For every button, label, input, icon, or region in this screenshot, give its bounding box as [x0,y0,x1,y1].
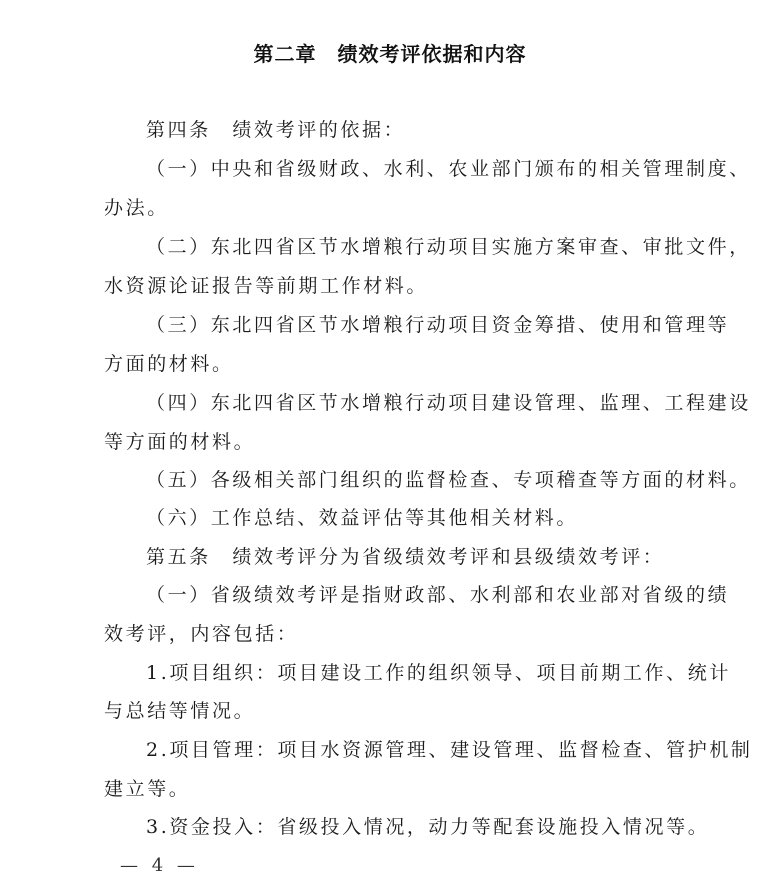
paragraph-line: （二）东北四省区节水增粮行动项目实施方案审查、审批文件， [146,236,751,258]
article-4-heading: 第四条 绩效考评的依据： [146,119,406,141]
paragraph-line: （一）省级绩效考评是指财政部、水利部和农业部对省级的绩 [146,584,730,606]
paragraph-line: 与总结等情况。 [104,700,256,722]
paragraph-line: 办法。 [104,197,169,219]
paragraph-line: （六）工作总结、效益评估等其他相关材料。 [146,507,579,529]
paragraph-line: 1.项目组织：项目建设工作的组织领导、项目前期工作、统计 [146,662,731,684]
paragraph-line: 2.项目管理：项目水资源管理、建设管理、监督检查、管护机制 [146,739,753,761]
article-5-heading: 第五条 绩效考评分为省级绩效考评和县级绩效考评： [146,546,665,568]
paragraph-line: （五）各级相关部门组织的监督检查、专项稽查等方面的材料。 [146,469,751,491]
paragraph-line: 水资源论证报告等前期工作材料。 [104,275,429,297]
paragraph-line: 等方面的材料。 [104,431,256,453]
paragraph-line: （一）中央和省级财政、水利、农业部门颁布的相关管理制度、 [146,158,751,180]
paragraph-line: （四）东北四省区节水增粮行动项目建设管理、监理、工程建设 [146,392,751,414]
chapter-title: 第二章 绩效考评依据和内容 [253,42,527,66]
page-number: — 4 — [120,855,199,876]
paragraph-line: 方面的材料。 [104,353,234,375]
paragraph-line: 效考评，内容包括： [104,623,299,645]
paragraph-line: 建立等。 [104,778,191,800]
paragraph-line: 3.资金投入：省级投入情况，动力等配套设施投入情况等。 [146,816,710,838]
paragraph-line: （三）东北四省区节水增粮行动项目资金筹措、使用和管理等 [146,314,730,336]
